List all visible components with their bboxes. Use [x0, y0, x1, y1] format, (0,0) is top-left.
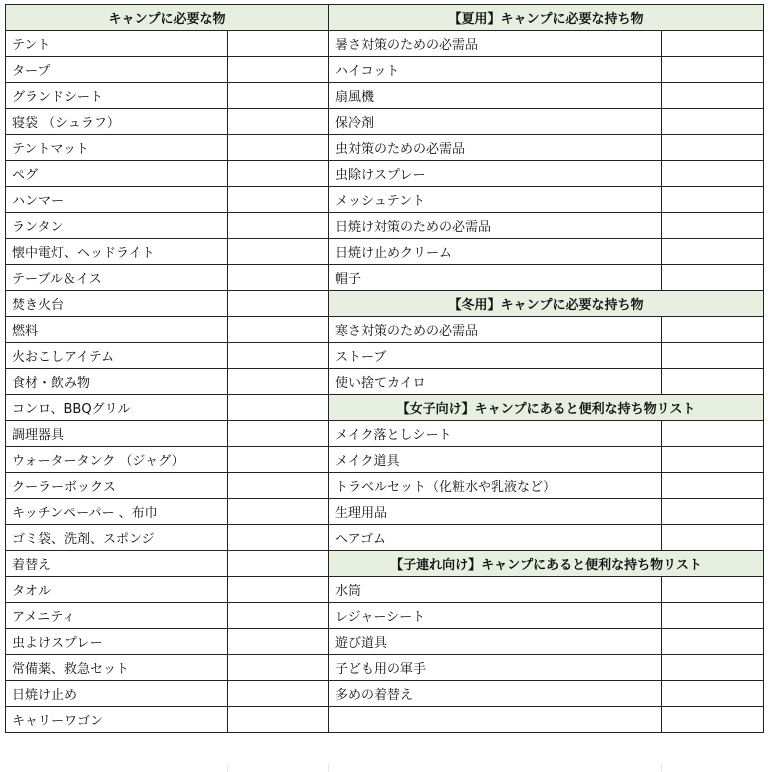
table-row: [6, 447, 764, 473]
table-row: [6, 317, 764, 343]
check-cell[interactable]: [662, 239, 764, 265]
table-row: [6, 707, 764, 733]
table-row: [6, 135, 764, 161]
camping-checklist-table: [5, 4, 764, 733]
item-cell[interactable]: 懐中電灯、ヘッドライト: [6, 239, 228, 265]
check-cell[interactable]: [662, 135, 764, 161]
table-row: [6, 421, 764, 447]
check-cell[interactable]: [228, 473, 329, 499]
table-row: [6, 499, 764, 525]
item-cell[interactable]: 着替え: [6, 551, 228, 577]
table-row: [6, 213, 764, 239]
section-header-cell[interactable]: 【冬用】キャンプに必要な持ち物: [329, 291, 764, 317]
table-row: [6, 57, 764, 83]
item-cell[interactable]: 使い捨てカイロ: [329, 369, 662, 395]
check-cell[interactable]: [228, 291, 329, 317]
check-cell[interactable]: [662, 109, 764, 135]
item-cell[interactable]: 虫よけスプレー: [6, 629, 228, 655]
item-cell[interactable]: 虫対策のための必需品: [329, 135, 662, 161]
check-cell[interactable]: [662, 343, 764, 369]
gridline: [227, 764, 228, 772]
check-cell[interactable]: [662, 707, 764, 733]
table-row: [6, 577, 764, 603]
check-cell[interactable]: [228, 707, 329, 733]
table-row: [6, 603, 764, 629]
check-cell[interactable]: [662, 577, 764, 603]
item-cell[interactable]: 虫除けスプレー: [329, 161, 662, 187]
table-row: [6, 109, 764, 135]
item-cell[interactable]: トラベルセット（化粧水や乳液など）: [329, 473, 662, 499]
check-cell[interactable]: [228, 213, 329, 239]
check-cell[interactable]: [228, 447, 329, 473]
item-cell[interactable]: 扇風機: [329, 83, 662, 109]
item-cell[interactable]: 調理器具: [6, 421, 228, 447]
item-cell[interactable]: 寒さ対策のための必需品: [329, 317, 662, 343]
check-cell[interactable]: [662, 83, 764, 109]
table-row: [6, 265, 764, 291]
item-cell[interactable]: アメニティ: [6, 603, 228, 629]
item-cell[interactable]: テントマット: [6, 135, 228, 161]
check-cell[interactable]: [662, 447, 764, 473]
check-cell[interactable]: [228, 369, 329, 395]
item-cell[interactable]: 寝袋 （シュラフ）: [6, 109, 228, 135]
check-cell[interactable]: [662, 57, 764, 83]
check-cell[interactable]: [662, 473, 764, 499]
item-cell[interactable]: メイク落としシート: [329, 421, 662, 447]
item-cell[interactable]: ストーブ: [329, 343, 662, 369]
check-cell[interactable]: [662, 499, 764, 525]
check-cell[interactable]: [228, 135, 329, 161]
item-cell[interactable]: レジャーシート: [329, 603, 662, 629]
item-cell[interactable]: メイク道具: [329, 447, 662, 473]
table-row: [6, 473, 764, 499]
section-header-cell[interactable]: 【夏用】キャンプに必要な持ち物: [329, 5, 764, 31]
item-cell[interactable]: 保冷剤: [329, 109, 662, 135]
table-row: [6, 239, 764, 265]
item-cell[interactable]: クーラーボックス: [6, 473, 228, 499]
table-row: [6, 681, 764, 707]
check-cell[interactable]: [662, 265, 764, 291]
check-cell[interactable]: [228, 265, 329, 291]
table-row: [6, 395, 764, 421]
check-cell[interactable]: [662, 161, 764, 187]
table-row: [6, 291, 764, 317]
check-cell[interactable]: [662, 421, 764, 447]
check-cell[interactable]: [662, 187, 764, 213]
item-cell[interactable]: ウォータータンク （ジャグ）: [6, 447, 228, 473]
left-header-cell[interactable]: キャンプに必要な物: [6, 5, 329, 31]
table-row: [6, 83, 764, 109]
table-row: [6, 525, 764, 551]
gridline: [328, 764, 329, 772]
check-cell[interactable]: [228, 395, 329, 421]
check-cell[interactable]: [228, 421, 329, 447]
item-cell[interactable]: テント: [6, 31, 228, 57]
check-cell[interactable]: [228, 109, 329, 135]
table-row: [6, 187, 764, 213]
item-cell[interactable]: [329, 707, 662, 733]
item-cell[interactable]: ヘアゴム: [329, 525, 662, 551]
check-cell[interactable]: [228, 161, 329, 187]
check-cell[interactable]: [228, 603, 329, 629]
item-cell[interactable]: 日焼け止めクリーム: [329, 239, 662, 265]
item-cell[interactable]: 火おこしアイテム: [6, 343, 228, 369]
item-cell[interactable]: タープ: [6, 57, 228, 83]
check-cell[interactable]: [662, 317, 764, 343]
check-cell[interactable]: [228, 551, 329, 577]
table-row: [6, 31, 764, 57]
item-cell[interactable]: ハイコット: [329, 57, 662, 83]
item-cell[interactable]: 多めの着替え: [329, 681, 662, 707]
item-cell[interactable]: キャリーワゴン: [6, 707, 228, 733]
table-row: [6, 161, 764, 187]
item-cell[interactable]: メッシュテント: [329, 187, 662, 213]
item-cell[interactable]: 燃料: [6, 317, 228, 343]
check-cell[interactable]: [228, 499, 329, 525]
check-cell[interactable]: [228, 83, 329, 109]
table-row: [6, 369, 764, 395]
gridline: [661, 764, 662, 772]
check-cell[interactable]: [228, 525, 329, 551]
item-cell[interactable]: 遊び道具: [329, 629, 662, 655]
item-cell[interactable]: 暑さ対策のための必需品: [329, 31, 662, 57]
item-cell[interactable]: キッチンペーパー 、布巾: [6, 499, 228, 525]
check-cell[interactable]: [228, 317, 329, 343]
table-row: [6, 629, 764, 655]
check-cell[interactable]: [662, 655, 764, 681]
item-cell[interactable]: 日焼け対策のための必需品: [329, 213, 662, 239]
item-cell[interactable]: ペグ: [6, 161, 228, 187]
check-cell[interactable]: [662, 603, 764, 629]
check-cell[interactable]: [228, 629, 329, 655]
check-cell[interactable]: [662, 681, 764, 707]
item-cell[interactable]: コンロ、BBQグリル: [6, 395, 228, 421]
check-cell[interactable]: [228, 57, 329, 83]
section-header-cell[interactable]: 【女子向け】キャンプにあると便利な持ち物リスト: [329, 395, 764, 421]
item-cell[interactable]: タオル: [6, 577, 228, 603]
check-cell[interactable]: [662, 629, 764, 655]
table-row: [6, 551, 764, 577]
table-row: [6, 655, 764, 681]
item-cell[interactable]: 生理用品: [329, 499, 662, 525]
check-cell[interactable]: [228, 187, 329, 213]
check-cell[interactable]: [228, 655, 329, 681]
check-cell[interactable]: [228, 681, 329, 707]
check-cell[interactable]: [662, 369, 764, 395]
item-cell[interactable]: ハンマー: [6, 187, 228, 213]
item-cell[interactable]: グランドシート: [6, 83, 228, 109]
check-cell[interactable]: [662, 213, 764, 239]
section-header-cell[interactable]: 【子連れ向け】キャンプにあると便利な持ち物リスト: [329, 551, 764, 577]
item-cell[interactable]: 水筒: [329, 577, 662, 603]
check-cell[interactable]: [662, 525, 764, 551]
table-row: [6, 5, 764, 31]
item-cell[interactable]: 帽子: [329, 265, 662, 291]
item-cell[interactable]: 常備薬、救急セット: [6, 655, 228, 681]
item-cell[interactable]: 食材・飲み物: [6, 369, 228, 395]
item-cell[interactable]: ランタン: [6, 213, 228, 239]
item-cell[interactable]: ゴミ袋、洗剤、スポンジ: [6, 525, 228, 551]
item-cell[interactable]: テーブル＆イス: [6, 265, 228, 291]
check-cell[interactable]: [228, 577, 329, 603]
check-cell[interactable]: [228, 31, 329, 57]
item-cell[interactable]: 日焼け止め: [6, 681, 228, 707]
item-cell[interactable]: 子ども用の軍手: [329, 655, 662, 681]
check-cell[interactable]: [228, 343, 329, 369]
item-cell[interactable]: 焚き火台: [6, 291, 228, 317]
table-row: [6, 343, 764, 369]
check-cell[interactable]: [662, 31, 764, 57]
check-cell[interactable]: [228, 239, 329, 265]
